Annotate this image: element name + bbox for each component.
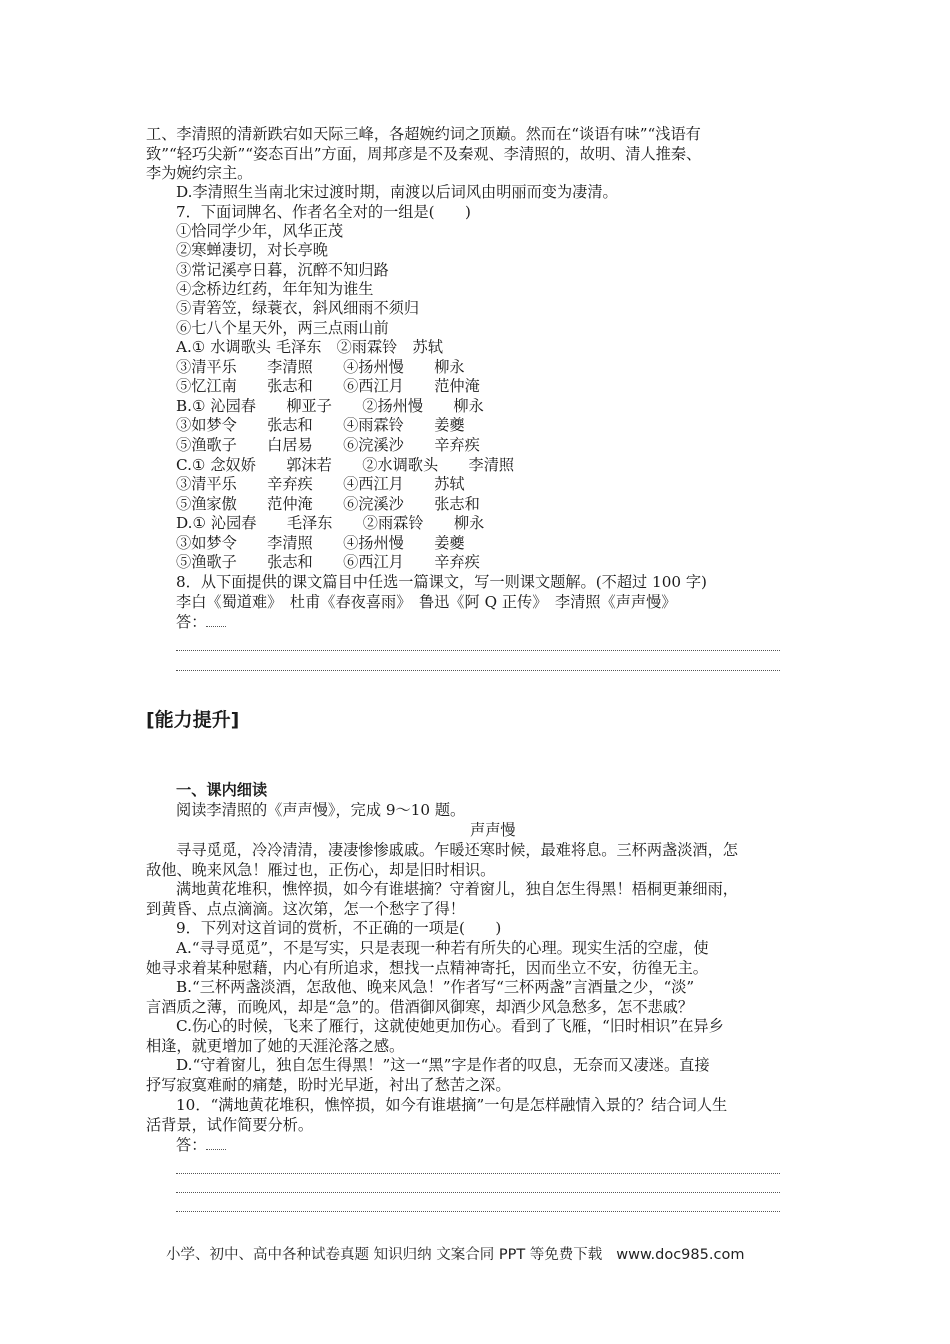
passage-line: 致”“轻巧尖新”“姿态百出”方面，周邦彦是不及秦观、李清照的，故明、清人推秦、 [146, 145, 702, 163]
q8-answer-label: 答： [176, 613, 207, 631]
q7-item: ③常记溪亭日暮，沉醉不知归路 [176, 261, 389, 279]
q10-stem: 活背景，试作简要分析。 [146, 1116, 314, 1134]
footer [166, 1246, 744, 1264]
passage-line: 工、李清照的清新跌宕如天际三峰，各超婉约词之顶巅。然而在“谈语有味”“浅语有 [146, 125, 701, 143]
poem-line: 满地黄花堆积，憔悴损，如今有谁堪摘？守着窗儿，独自怎生得黑！梧桐更兼细雨， [176, 880, 738, 898]
q7-option-line: B.① 沁园春 柳亚子 ②扬州慢 柳永 [176, 397, 484, 415]
option-d-line: D.李清照生当南北宋过渡时期，南渡以后词风由明丽而变为凄清。 [176, 183, 618, 201]
q10-answer-row [176, 1136, 226, 1155]
q8-answer-line[interactable] [176, 650, 780, 651]
q7-item: ⑥七八个星天外，两三点雨山前 [176, 319, 389, 337]
q8-stem: 8．从下面提供的课文篇目中任选一篇课文，写一则课文题解。(不超过 100 字) [176, 573, 707, 591]
poem-line: 敌他、晚来风急！雁过也，正伤心，却是旧时相识。 [146, 861, 496, 879]
poem-title: 声声慢 [470, 821, 516, 839]
q10-answer-label: 答： [176, 1136, 207, 1154]
q7-option-line: ③如梦令 张志和 ④雨霖铃 姜夔 [176, 416, 465, 434]
q7-option-line: ⑤渔歌子 白居易 ⑥浣溪沙 辛弃疾 [176, 436, 480, 454]
q7-option-line: ③如梦令 李清照 ④扬州慢 姜夔 [176, 534, 465, 552]
poem-line: 寻寻觅觅，冷冷清清，凄凄惨惨戚戚。乍暖还寒时候，最难将息。三杯两盏淡酒，怎 [176, 841, 738, 859]
poem-line: 到黄昏、点点滴滴。这次第，怎一个愁字了得！ [146, 900, 465, 918]
q9-line: 抒写寂寞难耐的痛楚，盼时光早逝，衬出了愁苦之深。 [146, 1076, 511, 1094]
q7-option-line: C.① 念奴娇 郭沫若 ②水调歌头 李清照 [176, 456, 515, 474]
q7-option-line: D.① 沁园春 毛泽东 ②雨霖铃 柳永 [176, 514, 485, 532]
q7-stem: 7．下面词牌名、作者名全对的一组是( ) [176, 203, 471, 221]
q7-item: ②寒蝉凄切，对长亭晚 [176, 241, 328, 259]
q7-option-line: A.① 水调歌头 毛泽东 ②雨霖铃 苏轼 [176, 338, 443, 356]
q7-item: ④念桥边红药，年年知为谁生 [176, 280, 374, 298]
q10-answer-line[interactable] [176, 1173, 780, 1174]
subheading: 一、课内细读 [176, 781, 268, 799]
q7-item: ①恰同学少年，风华正茂 [176, 222, 344, 240]
q8-choices: 李白《蜀道难》 杜甫《春夜喜雨》 鲁迅《阿 Q 正传》 李清照《声声慢》 [176, 593, 677, 611]
q9-line: A.“寻寻觅觅”，不是写实，只是表现一种若有所失的心理。现实生活的空虚，使 [176, 939, 709, 957]
q10-answer-blank[interactable] [206, 1136, 226, 1150]
q7-item: ⑤青箬笠，绿蓑衣，斜风细雨不须归 [176, 299, 419, 317]
footer-text: 小学、初中、高中各种试卷真题 知识归纳 文案合同 PPT 等免费下载 [166, 1247, 603, 1263]
q7-option-line: ⑤忆江南 张志和 ⑥西江月 范仲淹 [176, 377, 480, 395]
q9-line: B.“三杯两盏淡酒，怎敌他、晚来风急！”作者写“三杯两盏”言酒量之少，“淡” [176, 978, 695, 996]
q10-answer-line[interactable] [176, 1192, 780, 1193]
q7-option-line: ⑤渔家傲 范仲淹 ⑥浣溪沙 张志和 [176, 495, 480, 513]
q7-option-line: ③清平乐 李清照 ④扬州慢 柳永 [176, 358, 465, 376]
q7-option-line: ⑤渔歌子 张志和 ⑥西江月 辛弃疾 [176, 553, 480, 571]
q9-line: C.伤心的时候，飞来了雁行，这就使她更加伤心。看到了飞雁，“旧时相识”在异乡 [176, 1017, 724, 1035]
footer-url[interactable]: www.doc985.com [616, 1247, 745, 1263]
q8-answer-row [176, 613, 226, 632]
q8-answer-blank[interactable] [206, 613, 226, 627]
q9-line: D.“守着窗儿，独自怎生得黑！”这一“黑”字是作者的叹息，无奈而又凄迷。直接 [176, 1056, 710, 1074]
q10-answer-line[interactable] [176, 1211, 780, 1212]
section-heading: [能力提升] [146, 709, 240, 731]
q8-answer-line[interactable] [176, 670, 780, 671]
q9-line: 相逢，就更增加了她的天涯沦落之感。 [146, 1037, 405, 1055]
q7-option-line: ③清平乐 辛弃疾 ④西江月 苏轼 [176, 475, 465, 493]
q9-stem: 9．下列对这首词的赏析，不正确的一项是( ) [176, 919, 502, 937]
reading-intro: 阅读李清照的《声声慢》，完成 9～10 题。 [176, 801, 466, 819]
q9-line: 她寻求着某种慰藉，内心有所追求，想找一点精神寄托，因而坐立不安，彷徨无主。 [146, 959, 708, 977]
q10-stem: 10．“满地黄花堆积，憔悴损，如今有谁堪摘”一句是怎样融情入景的？结合词人生 [176, 1096, 728, 1114]
q9-line: 言酒质之薄，而晚风，却是“急”的。借酒御风御寒，却酒少风急愁多，怎不悲戚？ [146, 998, 694, 1016]
passage-line: 李为婉约宗主。 [146, 164, 253, 182]
